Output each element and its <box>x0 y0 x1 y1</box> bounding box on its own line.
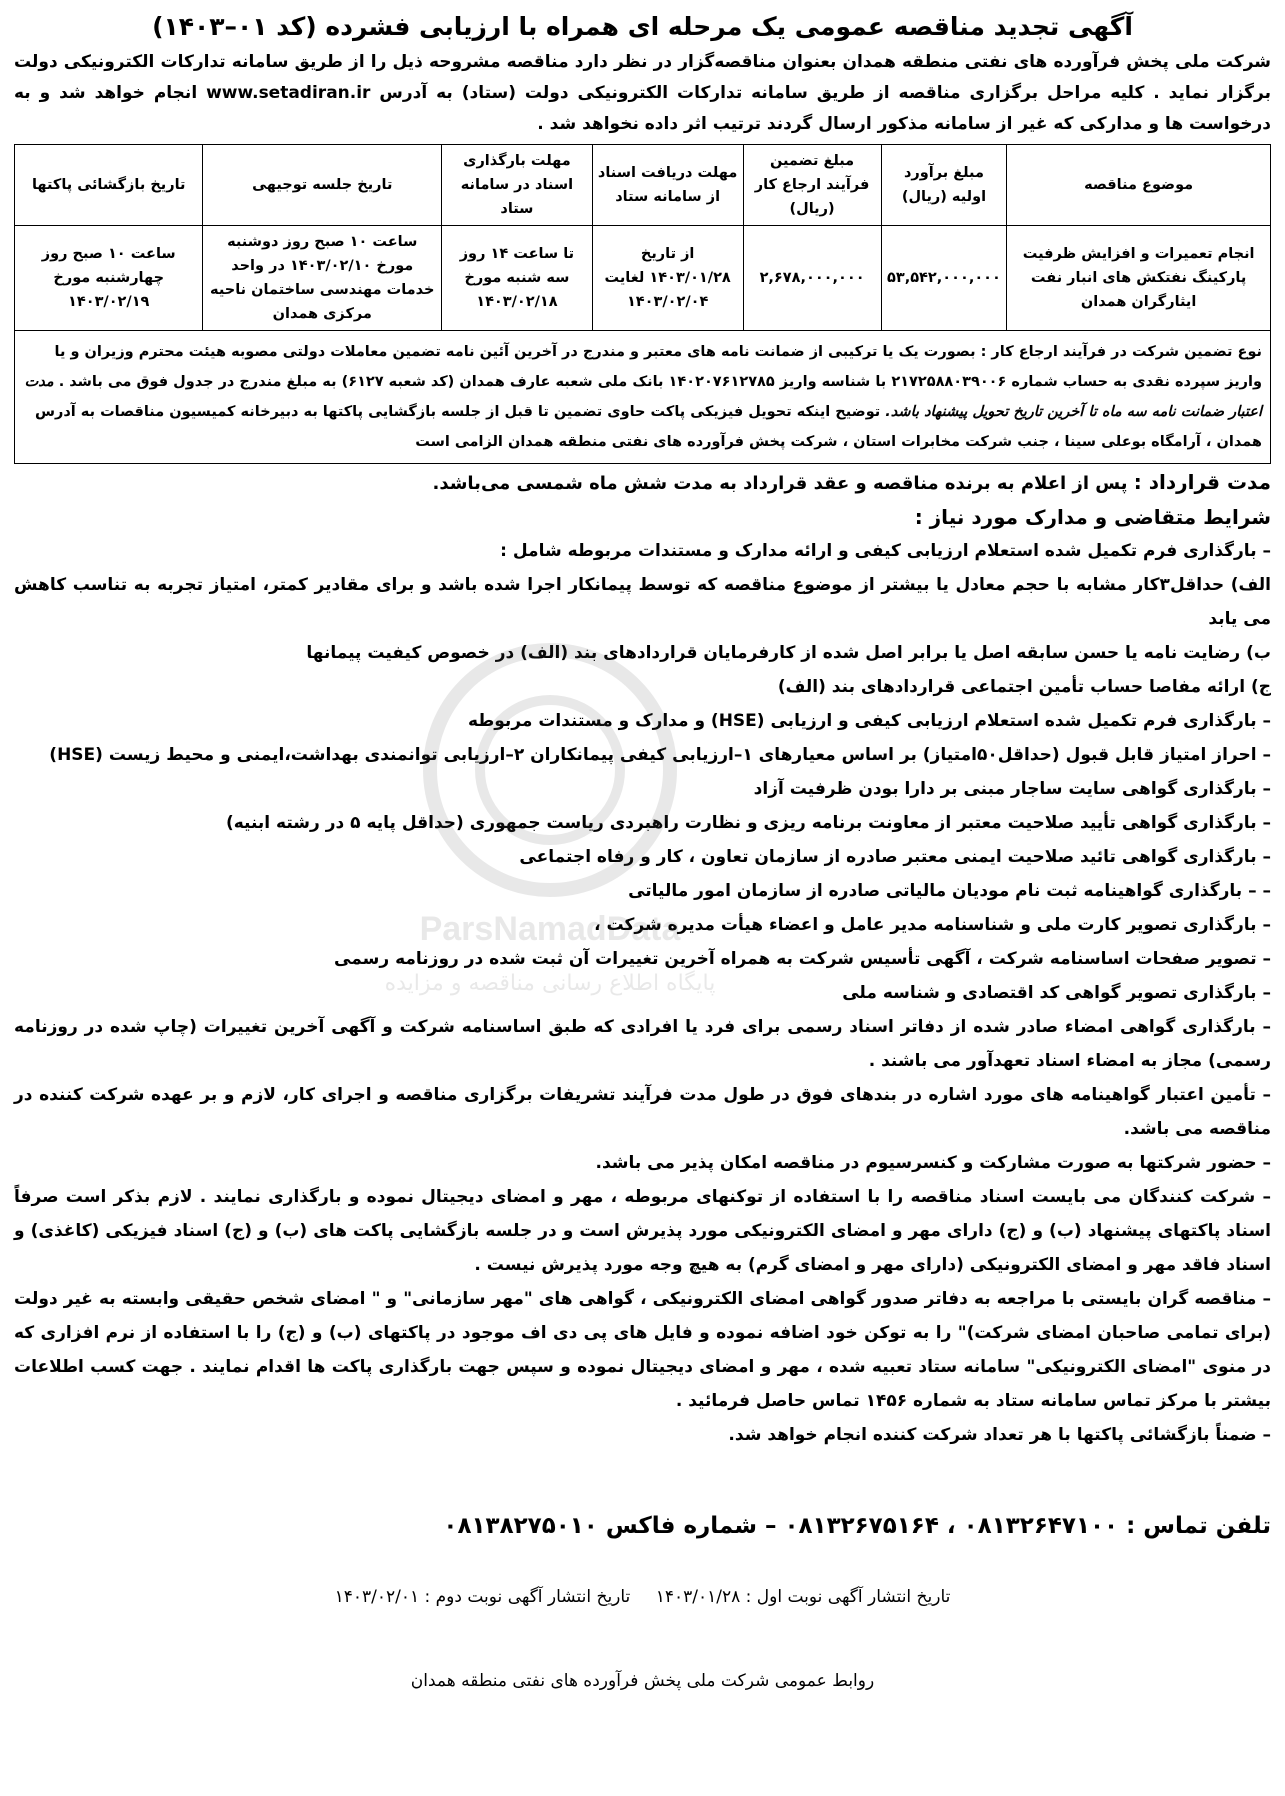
requirement-item: – بارگذاری گواهی سایت ساجار مبنی بر دارا بودن ظرفیت آزاد <box>753 779 1271 799</box>
td-subject: انجام تعمیرات و افزایش ظرفیت پارکینگ نفتکش های انبار نفت ایثارگران همدان <box>1007 226 1271 331</box>
requirement-item: – حضور شرکتها به صورت مشارکت و کنسرسیوم در مناقصه امکان پذیر می باشد. <box>595 1153 1271 1173</box>
th-guarantee: مبلغ تضمین فرآیند ارجاع کار (ریال) <box>743 145 881 226</box>
th-doc-upload: مهلت بارگذاری اسناد در سامانه ستاد <box>442 145 593 226</box>
guarantee-note-b: مدت اعتبار ضمانت نامه سه ماه تا آخرین تاریخ تحویل پیشنهاد باشد. <box>24 374 1262 420</box>
footer-signature: روابط عمومی شرکت ملی پخش فرآورده های نفتی منطقه همدان <box>410 1671 875 1691</box>
td-estimate: ۵۳,۵۴۲,۰۰۰,۰۰۰ <box>881 226 1007 331</box>
requirement-item: – بارگذاری تصویر گواهی کد اقتصادی و شناسه ملی <box>842 983 1271 1003</box>
requirement-item: – بارگذاری تصویر کارت ملی و شناسنامه مدیر عامل و اعضاء هیأت مدیره شرکت ، <box>594 915 1271 935</box>
guarantee-note <box>15 331 1271 464</box>
th-briefing: تاریخ جلسه توجیهی <box>203 145 442 226</box>
tender-table-header-row <box>15 145 1271 226</box>
requirement-item: – بارگذاری فرم تکمیل شده استعلام ارزیابی کیفی و ارزیابی (HSE) و مدارک و مستندات مربوطه <box>467 711 1271 731</box>
th-opening: تاریخ بازگشائی پاکتها <box>15 145 203 226</box>
requirement-item: – احراز امتیاز قابل قبول (حداقل۵۰امتیاز) بر اساس معیارهای ۱–ارزیابی کیفی پیمانکاران ۲–ارزیابی توانمندی بهداشت،ایمنی و محیط زیست (HSE) <box>49 745 1271 765</box>
watermark-text-1: ParsNamadData <box>419 910 681 948</box>
publish-dates <box>14 1582 1271 1612</box>
requirement-item: – تصویر صفحات اساسنامه شرکت ، آگهی تأسیس شرکت به همراه آخرین تغییرات آن ثبت شده در روزنامه رسمی <box>334 949 1271 969</box>
requirements-list <box>14 534 1271 1452</box>
td-guarantee: ۲,۶۷۸,۰۰۰,۰۰۰ <box>743 226 881 331</box>
guarantee-note-a: نوع تضمین شرکت در فرآیند ارجاع کار : بصورت یک یا ترکیبی از ضمانت نامه های معتبر و مندرج در آخرین آئین نامه تضمین معاملات دولتی مصوبه هیئت محترم وزیران و یا واریز سپرده نقدی به حساب شماره ۲۱۷۲۵۸۸۰۳۹۰۰۶ با شناسه واریز ۱۴۰۲۰۷۶۱۲۷۸۵ بانک ملی شعبه عارف همدان (کد شعبه ۶۱۲۷) به مبلغ مندرج در جدول فوق می باشد . <box>54 344 1262 390</box>
td-briefing: ساعت ۱۰ صبح روز دوشنبه مورخ ۱۴۰۳/۰۲/۱۰ در واحد خدمات مهندسی ساختمان ناحیه مرکزی همدان <box>203 226 442 331</box>
requirement-item: ج) ارائه مفاصا حساب تأمین اجتماعی قراردادهای بند (الف) <box>777 677 1271 697</box>
td-doc-upload: تا ساعت ۱۴ روز سه شنبه مورخ ۱۴۰۳/۰۲/۱۸ <box>442 226 593 331</box>
watermark-text-2: پایگاه اطلاع رسانی مناقصه و مزایده <box>384 971 716 996</box>
requirement-item: ب) رضایت نامه یا حسن سابقه اصل یا برابر اصل شده از کارفرمایان قراردادهای بند (الف) در خصوص کیفیت پیمانها <box>306 643 1271 663</box>
th-estimate: مبلغ برآورد اولیه (ریال) <box>881 145 1007 226</box>
contract-duration-text: پس از اعلام به برنده مناقصه و عقد قرارداد به مدت شش ماه شمسی می‌باشد. <box>432 473 1128 494</box>
tender-table <box>14 144 1271 464</box>
requirement-item: الف) حداقل۳کار مشابه با حجم معادل یا بیشتر از موضوع مناقصه که توسط پیمانکار اجرا شده باشد و برای مقادیر کمتر، امتیاز تجربه به تناسب کاهش می یابد <box>14 575 1271 629</box>
publish-date-second: تاریخ انتشار آگهی نوبت دوم : ۱۴۰۳/۰۲/۰۱ <box>334 1587 631 1607</box>
requirement-item: – – بارگذاری گواهینامه ثبت نام مودیان مالیاتی صادره از سازمان امور مالیاتی <box>628 881 1271 901</box>
requirement-item: – تأمین اعتبار گواهینامه های مورد اشاره در بندهای فوق در طول مدت فرآیند تشریفات برگزاری مناقصه و اجرای کار، لازم و بر عهده شرکت کننده در مناقصه می باشد. <box>14 1085 1271 1139</box>
td-doc-receive: از تاریخ ۱۴۰۳/۰۱/۲۸ لغایت ۱۴۰۳/۰۲/۰۴ <box>592 226 743 331</box>
contact-phone: تلفن تماس : ۰۸۱۳۲۶۴۷۱۰۰ ، ۰۸۱۳۲۶۷۵۱۶۴ – شماره فاکس ۰۸۱۳۸۲۷۵۰۱۰ <box>443 1513 1271 1539</box>
notice-title: آگهی تجدید مناقصه عمومی یک مرحله ای همراه با ارزیابی فشرده (کد ۰۱–۱۴۰۳) <box>152 12 1133 41</box>
tender-table-note-row <box>15 331 1271 464</box>
td-opening: ساعت ۱۰ صبح روز چهارشنبه مورخ ۱۴۰۳/۰۲/۱۹ <box>15 226 203 331</box>
contract-duration <box>14 466 1271 500</box>
requirement-item: – بارگذاری گواهی تائید صلاحیت ایمنی معتبر صادره از سازمان تعاون ، کار و رفاه اجتماعی <box>519 847 1271 867</box>
requirement-item: – بارگذاری فرم تکمیل شده استعلام ارزیابی کیفی و ارائه مدارک و مستندات مربوطه شامل : <box>500 541 1271 561</box>
th-subject: موضوع مناقصه <box>1007 145 1271 226</box>
requirements-title: شرایط متقاضی و مدارک مورد نیاز : <box>914 505 1271 529</box>
th-doc-receive: مهلت دریافت اسناد از سامانه ستاد <box>592 145 743 226</box>
requirement-item: – بارگذاری گواهی تأیید صلاحیت معتبر از معاونت برنامه ریزی و نظارت راهبردی ریاست جمهوری (حداقل پایه ۵ در رشته ابنیه) <box>225 813 1271 833</box>
tender-table-row <box>15 226 1271 331</box>
requirement-item: – مناقصه گران بایستی با مراجعه به دفاتر صدور گواهی امضای الکترونیکی ، گواهی های "مهر سازمانی" و " امضای شخص حقیقی وابسته به غیر دولت (برای تمامی صاحبان امضای شرکت)" را به توکن خود اضافه نموده و فایل های پی دی اف موجود در پاکتهای (ب) و (ج) را با استفاده از نرم افزاری که در منوی "امضای الکترونیکی" سامانه ستاد تعبیه شده ، مهر و امضای دیجیتال نموده و سپس جهت بارگذاری پاکت ها اقدام نمایند . جهت کسب اطلاعات بیشتر با مرکز تماس سامانه ستاد به شماره ۱۴۵۶ تماس حاصل فرمائید . <box>14 1289 1271 1411</box>
requirement-item: – بارگذاری گواهی امضاء صادر شده از دفاتر اسناد رسمی برای فرد یا افرادی که طبق اساسنامه شرکت و آگهی آخرین تغییرات (چاپ شده در روزنامه رسمی) مجاز به امضاء اسناد تعهدآور می باشند . <box>14 1017 1271 1071</box>
requirement-item: – شرکت کنندگان می بایست اسناد مناقصه را با استفاده از توکنهای مربوطه ، مهر و امضای دیجیتال نموده و بارگذاری نمایند . لازم بذکر است صرفاً اسناد پاکتهای پیشنهاد (ب) و (ج) دارای مهر و امضای الکترونیکی مورد پذیرش است و در جلسه بازگشایی پاکت های (ب) و (ج) اسناد فیزیکی (کاغذی) و اسناد فاقد مهر و امضای الکترونیکی (دارای مهر و امضای گرم) به هیچ وجه مورد پذیرش نیست . <box>14 1187 1271 1275</box>
requirement-item: – ضمناً بازگشائی پاکتها با هر تعداد شرکت کننده انجام خواهد شد. <box>728 1425 1271 1445</box>
publish-date-first: تاریخ انتشار آگهی نوبت اول : ۱۴۰۳/۰۱/۲۸ <box>655 1587 951 1607</box>
guarantee-note-c: توضیح اینکه تحویل فیزیکی پاکت حاوی تضمین تا قبل از جلسه بازگشایی پاکتها به دبیرخانه کمیسیون مناقصات به آدرس همدان ، آرامگاه بوعلی سینا ، جنب شرکت مخابرات استان ، شرکت پخش فرآورده های نفتی منطقه همدان الزامی است <box>34 404 1262 450</box>
contract-duration-label: مدت قرارداد : <box>1133 470 1271 494</box>
intro-paragraph: شرکت ملی پخش فرآورده های نفتی منطقه همدان بعنوان مناقصه‌گزار در نظر دارد مناقصه مشروحه ذیل را از طریق سامانه تدارکات الکترونیکی دولت برگزار نماید . کلیه مراحل برگزاری مناقصه از طریق سامانه تدارکات الکترونیکی دولت (ستاد) به آدرس www.setadiran.ir انجام خواهد شد و به درخواست ها و مدارکی که غیر از سامانه مذکور ارسال گردند ترتیب اثر داده نخواهد شد . <box>14 52 1271 134</box>
